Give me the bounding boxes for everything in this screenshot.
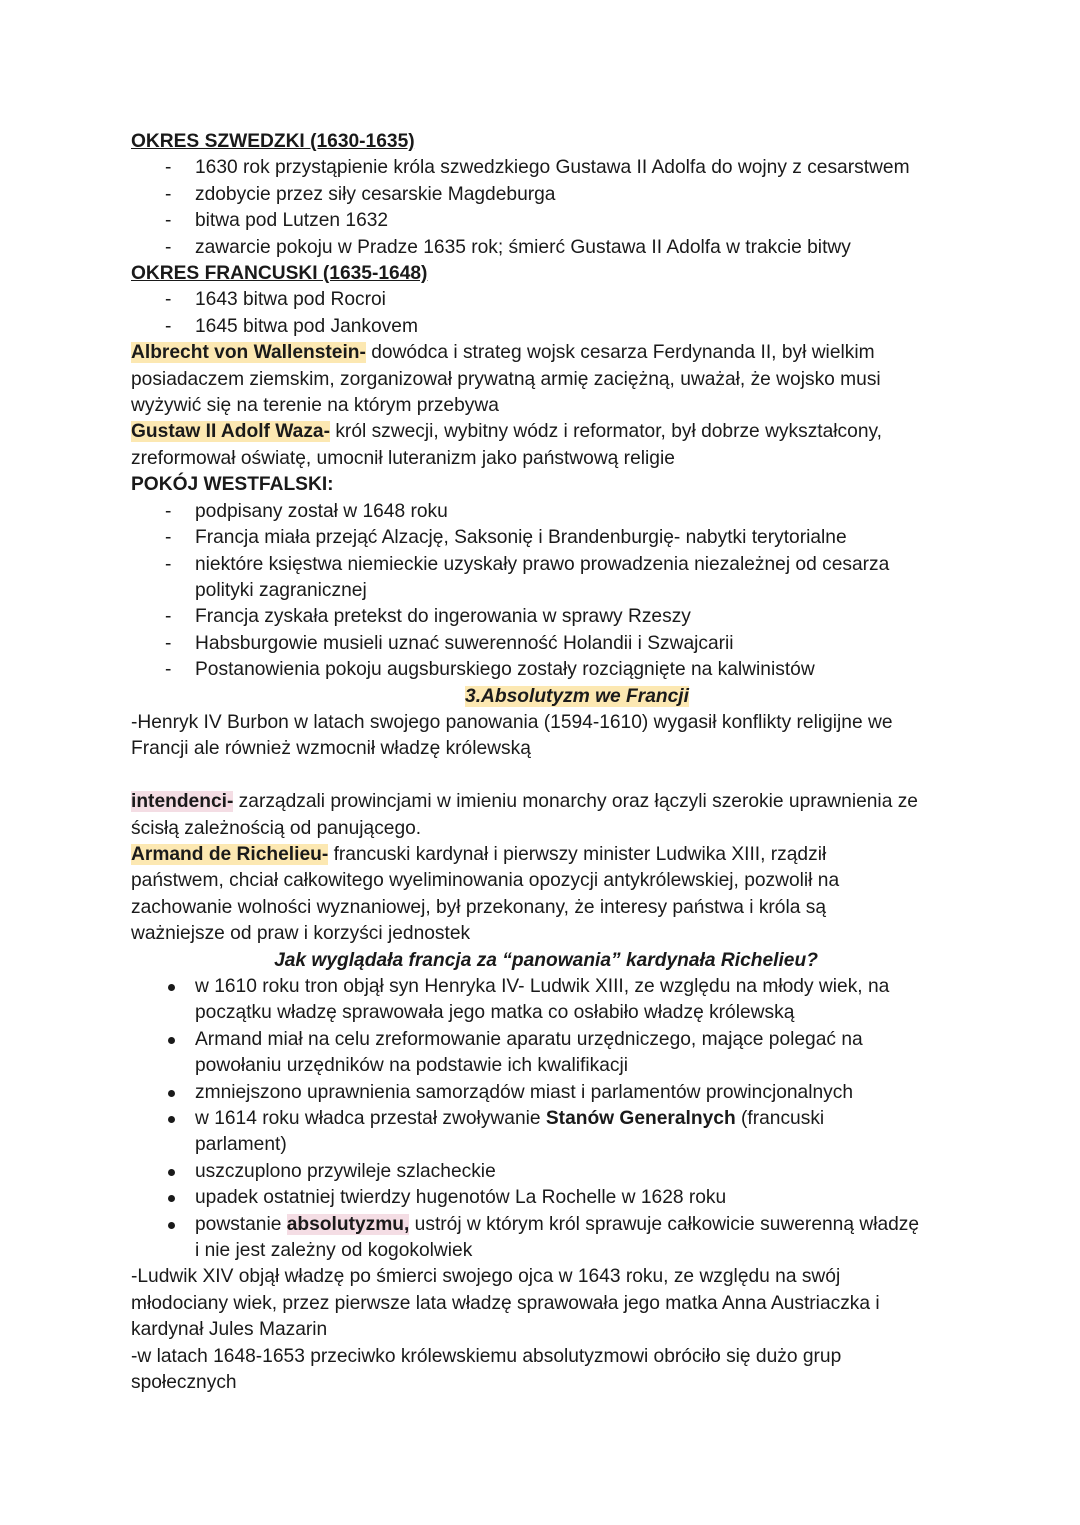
bullet-item-continuation: i nie jest zależny od kogokolwiek <box>195 1240 473 1262</box>
bullet-marker <box>168 1195 175 1202</box>
section-heading-french: OKRES FRANCUSKI (1635-1648) <box>131 263 428 285</box>
list-item: - podpisany został w 1648 roku <box>131 499 961 525</box>
list-item-continuation: polityki zagranicznej <box>195 579 367 601</box>
bullet-marker <box>168 1037 175 1044</box>
dash-marker: - <box>165 157 172 179</box>
paragraph-henryk: -Henryk IV Burbon w latach swojego panowania (1594-1610) wygasił konflikty religijne we <box>131 711 893 733</box>
dash-marker: - <box>165 553 172 575</box>
list-item: - Postanowienia pokoju augsburskiego zostały rozciągnięte na kalwinistów <box>131 657 961 683</box>
blank-line <box>131 763 961 789</box>
list-item: - niektóre księstwa niemieckie uzyskały prawo prowadzenia niezależnej od cesarza <box>131 552 961 578</box>
list-item: - bitwa pod Lutzen 1632 <box>131 208 961 234</box>
dash-marker: - <box>165 236 172 258</box>
dash-marker: - <box>165 632 172 654</box>
bullet-item-continuation: powołaniu urzędników na podstawie ich kwalifikacji <box>195 1055 629 1077</box>
bullet-item: w 1614 roku władca przestał zwoływanie Stanów Generalnych (francuski <box>131 1106 961 1132</box>
bullet-item: upadek ostatniej twierdzy hugenotów La Rochelle w 1628 roku <box>131 1185 961 1211</box>
bullet-marker <box>168 984 175 991</box>
bullet-marker <box>168 1116 175 1123</box>
bullet-item: powstanie absolutyzmu, ustrój w którym król sprawuje całkowicie suwerenną władzę <box>131 1212 961 1238</box>
list-item: - zdobycie przez siły cesarskie Magdeburga <box>131 182 961 208</box>
bullet-item-continuation: parlament) <box>195 1134 287 1156</box>
term-gustaw: Gustaw II Adolf Waza- <box>131 421 330 443</box>
section-heading-westphalia: POKÓJ WESTFALSKI: <box>131 474 334 496</box>
bullet-marker <box>168 1222 175 1229</box>
question-heading: Jak wyglądała francja za “panowania” kardynała Richelieu? <box>274 949 818 971</box>
bullet-item-continuation: początku władzę sprawowała jego matka co osłabiło władzę królewską <box>195 1002 795 1024</box>
dash-marker: - <box>165 500 172 522</box>
definition-gustaw: Gustaw II Adolf Waza- król szwecji, wybitny wódz i reformator, był dobrze wykształcony, <box>131 421 882 443</box>
term-intendenci: intendenci- <box>131 791 234 813</box>
list-item: - Habsburgowie musieli uznać suwerenność Holandii i Szwajcarii <box>131 631 961 657</box>
list-item: - Francja miała przejąć Alzację, Saksonię i Brandenburgię- nabytki terytorialne <box>131 525 961 551</box>
chapter-title: 3.Absolutyzm we Francji <box>465 685 689 707</box>
dash-marker: - <box>165 606 172 628</box>
paragraph-ludwik: -Ludwik XIV objął władzę po śmierci swojego ojca w 1643 roku, ze względu na swój <box>131 1266 841 1288</box>
bullet-item: zmniejszono uprawnienia samorządów miast i parlamentów prowincjonalnych <box>131 1080 961 1106</box>
list-item: - 1630 rok przystąpienie króla szwedzkiego Gustawa II Adolfa do wojny z cesarstwem <box>131 155 961 181</box>
list-item: - zawarcie pokoju w Pradze 1635 rok; śmierć Gustawa II Adolfa w trakcie bitwy <box>131 235 961 261</box>
definition-wallenstein: Albrecht von Wallenstein- dowódca i strateg wojsk cesarza Ferdynanda II, był wielkim <box>131 342 875 364</box>
list-item: - 1643 bitwa pod Rocroi <box>131 287 961 313</box>
bullet-marker <box>168 1090 175 1097</box>
dash-marker: - <box>165 210 172 232</box>
dash-marker: - <box>165 289 172 311</box>
paragraph-fronde: -w latach 1648-1653 przeciwko królewskiemu absolutyzmowi obróciło się dużo grup <box>131 1345 842 1367</box>
dash-marker: - <box>165 183 172 205</box>
definition-richelieu: Armand de Richelieu- francuski kardynał i pierwszy minister Ludwika XIII, rządził <box>131 843 827 865</box>
term-richelieu: Armand de Richelieu- <box>131 843 329 865</box>
dash-marker: - <box>165 527 172 549</box>
definition-intendenci: intendenci- zarządzali prowincjami w imieniu monarchy oraz łączyli szerokie uprawnienia ze <box>131 791 918 813</box>
term-absolutyzm: absolutyzmu, <box>286 1213 410 1235</box>
list-item: - 1645 bitwa pod Jankovem <box>131 314 961 340</box>
section-heading-swedish: OKRES SZWEDZKI (1630-1635) <box>131 131 415 152</box>
bullet-marker <box>168 1169 175 1176</box>
list-item: - Francja zyskała pretekst do ingerowania w sprawy Rzeszy <box>131 604 961 630</box>
dash-marker: - <box>165 659 172 681</box>
bullet-item: Armand miał na celu zreformowanie aparatu urzędniczego, mające polegać na <box>131 1027 961 1053</box>
bullet-item: uszczuplono przywileje szlacheckie <box>131 1159 961 1185</box>
document-content: OKRES SZWEDZKI (1630-1635) - 1630 rok przystąpienie króla szwedzkiego Gustawa II Adolfa do wojny z cesarstwem - zdobycie przez siły cesarskie Magdeburga - bitwa pod Lutzen 1632 - zawarcie pokoju w Pradze 1635 rok; śmierć Gustawa II Adolfa w trakcie bitwy OKRES FRANCUSKI (1635-1648) - 1643 bitwa pod Rocroi - 1645 bitwa pod Jankovem Albrecht von Wallenstein- dowódca i strateg wojsk cesarza Ferdynanda II, był wielkim posiadaczem ziemskim, zorganizował prywatną armię zaciężną, uważał, że wojsko musi wyżywić się na terenie na którym przebywa Gustaw II Adolf Waza- król szwecji, wybitny wódz i reformator, był dobrze wykształcony, zreformował oświatę, umocnił luteranizm jako państwową religie POKÓJ WESTFALSKI: - podpisany został w 1648 roku - Francja miała przejąć Alzację, Saksonię i Brandenburgię- nabytki terytorialne - niektóre księstwa niemieckie uzyskały prawo prowadzenia niezależnej od cesarza polityki zagranicznej - Francja zyskała pretekst do ingerowania w sprawy Rzeszy - Habsburgowie musieli uznać suwerenność Holandii i Szwajcarii - Postanowienia pokoju augsburskiego zostały rozciągnięte na kalwinistów 3.Absolutyzm we Francji -Henryk IV Burbon w latach swojego panowania (1594-1610) wygasił konflikty religijne we Francji ale również wzmocnił władzę królewską intendenci- zarządzali prowincjami w imieniu monarchy oraz łączyli szerokie uprawnienia ze ścisłą zależnością od panującego. Armand de Richelieu- francuski kardynał i pierwszy minister Ludwika XIII, rządził państwem, chciał całkowitego wyeliminowania opozycji antykrólewskiej, pozwolił na zachowanie wolności wyznaniowej, był przekonany, że interesy państwa i króla są ważniejsze od praw i korzyści jednostek Jak wyglądała francja za “panowania” kardynała Richelieu? w 1610 roku tron objął syn Henryka IV- Ludwik XIII, ze względu na młody wiek, na początku władzę sprawowała jego matka co osłabiło władzę królewską Armand miał na celu zreformowanie aparatu urzędniczego, mające polegać na powołaniu urzędników na podstawie ich kwalifikacji zmniejszono uprawnienia samorządów miast i parlamentów prowincjonalnych w 1614 roku władca przestał zwoływanie Stanów Generalnych (francuski parlament) uszczuplono przywileje szlacheckie upadek ostatniej twierdzy hugenotów La Rochelle w 1628 roku powstanie absolutyzmu, ustrój w którym król sprawuje całkowicie suwerenną władzę i nie jest zależny od kogokolwiek -Ludwik XIV objął władzę po śmierci swojego ojca w 1643 roku, ze względu na swój młodociany wiek, przez pierwsze lata władzę sprawowała jego matka Anna Austriaczka i kardynał Jules Mazarin -w latach 1648-1653 przeciwko królewskiemu absolutyzmowi obróciło się dużo grup społecznych <box>131 129 961 1396</box>
term-wallenstein: Albrecht von Wallenstein- <box>131 342 366 364</box>
bullet-item: w 1610 roku tron objął syn Henryka IV- Ludwik XIII, ze względu na młody wiek, na <box>131 974 961 1000</box>
dash-marker: - <box>165 315 172 337</box>
